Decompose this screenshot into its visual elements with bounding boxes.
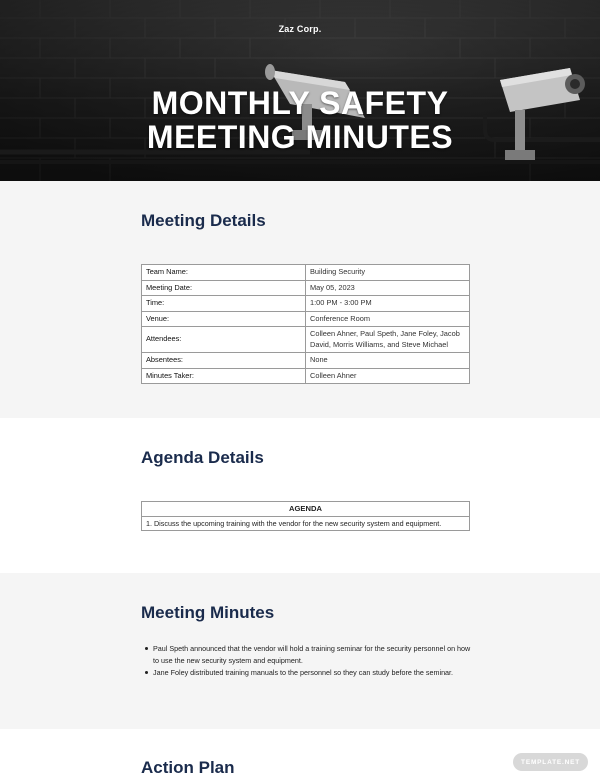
title-line-2: MEETING MINUTES xyxy=(146,119,454,155)
template-net-watermark xyxy=(513,753,588,771)
agenda-item: 1. Discuss the upcoming training with the vendor for the new security system and equipment. xyxy=(142,516,470,531)
agenda-header: AGENDA xyxy=(142,502,470,517)
venue-value: Conference Room xyxy=(306,311,470,327)
meeting-date-value: May 05, 2023 xyxy=(306,280,470,296)
absentees-value: None xyxy=(306,353,470,369)
minutes-list xyxy=(141,643,471,680)
attendees-value: Colleen Ahner, Paul Speth, Jane Foley, Jacob David, Morris Williams, and Steve Michael xyxy=(306,327,470,353)
document-title xyxy=(0,86,600,154)
minutes-item-text: Paul Speth announced that the vendor will hold a training seminar for the security personnel on how to use the new security system and equipment. xyxy=(153,644,471,665)
meeting-details-section xyxy=(0,181,600,418)
hero-banner xyxy=(0,0,600,181)
minutes-item-text: Jane Foley distributed training manuals to the personnel so they can study before the seminar. xyxy=(153,668,454,677)
agenda-details-title: Agenda Details xyxy=(141,448,264,467)
venue-label: Venue: xyxy=(142,311,306,327)
attendees-label: Attendees: xyxy=(142,327,306,353)
table-row xyxy=(142,327,470,353)
list-item xyxy=(141,643,471,666)
table-row xyxy=(142,516,470,531)
agenda-details-section xyxy=(0,418,600,573)
meeting-details-table xyxy=(141,264,470,384)
list-item xyxy=(141,667,471,679)
team-name-value: Building Security xyxy=(306,265,470,281)
title-line-1: MONTHLY SAFETY xyxy=(151,85,449,121)
table-row xyxy=(142,353,470,369)
table-row xyxy=(142,280,470,296)
table-row xyxy=(142,296,470,312)
time-label: Time: xyxy=(142,296,306,312)
meeting-minutes-section xyxy=(0,573,600,729)
table-row xyxy=(142,311,470,327)
table-row xyxy=(142,368,470,384)
table-row xyxy=(142,502,470,517)
minutes-taker-value: Colleen Ahner xyxy=(306,368,470,384)
team-name-label: Team Name: xyxy=(142,265,306,281)
meeting-date-label: Meeting Date: xyxy=(142,280,306,296)
meeting-minutes-title: Meeting Minutes xyxy=(141,603,275,622)
bullet-icon xyxy=(145,671,148,674)
watermark-text: TEMPLATE.NET xyxy=(521,758,580,766)
action-plan-title: Action Plan xyxy=(141,758,235,777)
time-value: 1:00 PM - 3:00 PM xyxy=(306,296,470,312)
company-name: Zaz Corp. xyxy=(278,24,322,34)
agenda-table xyxy=(141,501,470,531)
table-row xyxy=(142,265,470,281)
action-plan-section xyxy=(0,729,600,779)
bullet-icon xyxy=(145,647,148,650)
absentees-label: Absentees: xyxy=(142,353,306,369)
meeting-details-title: Meeting Details xyxy=(141,211,266,230)
minutes-taker-label: Minutes Taker: xyxy=(142,368,306,384)
